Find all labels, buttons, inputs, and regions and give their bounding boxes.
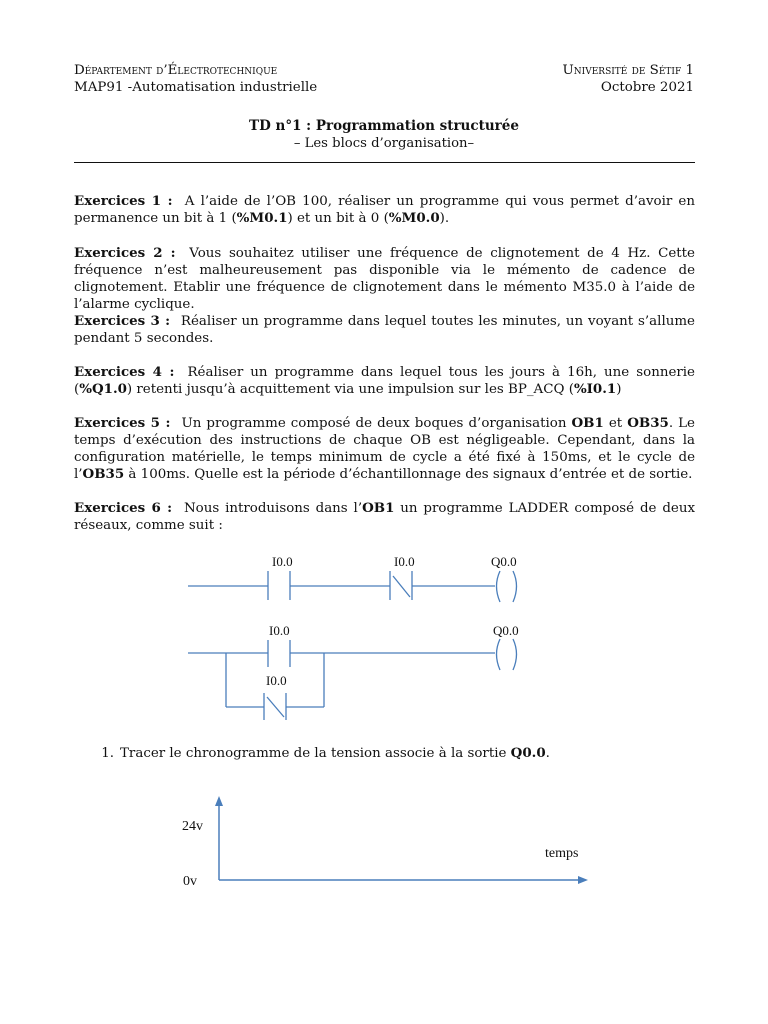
exercise-text: ) et un bit à 0 ( [287,211,389,226]
exercise-text: Nous introduisons dans l’ [183,501,363,516]
exercise-text: Réaliser un programme dans lequel toutes les minutes, un voyant s’allume pendant 5 secondes. [74,314,695,346]
block-ob1: OB1 [571,415,604,431]
address-m01: %M0.1 [236,210,288,226]
exercise-text: ) retenti jusqu’à acquittement via une impulsion sur les BP_ACQ ( [126,382,574,397]
question-number: 1. [101,746,114,761]
question-text: . [545,746,550,761]
x-axis-arrow-icon [578,876,588,884]
contact-label: I0.0 [269,623,290,638]
exercise-label: Exercices 4 : [74,364,175,380]
exercise-text: A l’aide de l’OB 100, réaliser un programme qui vous permet d’avoir en permanence un bit à 1 ( [74,194,695,226]
exercise-text: à 100ms. Quelle est la période d’échantillonnage des signaux d’entrée et de sortie. [124,467,693,482]
exercise-label: Exercices 2 : [74,245,176,261]
block-ob1: OB1 [362,500,395,516]
coil-label: Q0.0 [491,554,517,569]
x-axis-label: temps [545,846,579,861]
exercise-text: ). [439,211,450,226]
contact-label: I0.0 [394,554,415,569]
exercise-text: Vous souhaitez utiliser une fréquence de clignotement de 4 Hz. Cette fréquence n’est malheureusement pas disponible via le mémento de cadence de clignotement. Etablir une fréquence de clignotement dans le mémento M35.0 à l’aide de l’alarme cyclique. [74,246,695,312]
page-title: TD n°1 : Programmation structurée [249,118,519,134]
coil-label: Q0.0 [493,623,519,638]
page-subtitle: – Les blocs d’organisation– [293,136,475,151]
course-name: MAP91 -Automatisation industrielle [74,80,318,95]
contact-label: I0.0 [272,554,293,569]
document-date: Octobre 2021 [600,80,694,95]
y-zero-label: 0v [183,874,197,889]
address-q10: %Q1.0 [79,381,127,397]
block-ob35: OB35 [627,415,669,431]
exercise-text: . Le temps d’exécution des instructions de chaque OB est négligeable. Cependant, dans la configuration matérielle, le temps minimum de cycle a été fixé à 150ms, et le cycle de l’ [74,416,695,482]
block-ob35: OB35 [82,466,125,482]
exercise-label: Exercices 5 : [74,415,171,431]
exercise-label: Exercices 1 : [74,193,173,209]
exercise-label: Exercices 3 : [74,313,171,329]
exercise-text: ) [616,382,622,397]
exercise-label: Exercices 6 : [74,500,173,516]
exercise-text: un programme LADDER composé de deux réseaux, comme suit : [74,501,695,533]
exercise-text: et [603,416,628,431]
y-axis-arrow-icon [215,796,223,806]
question-text: Tracer le chronogramme de la tension associe à la sortie [120,746,511,761]
department-name: Département d’Électrotechnique [74,63,278,78]
contact-label: I0.0 [266,673,287,688]
address-m00: %M0.0 [388,210,440,226]
university-name: Université de Sétif 1 [562,63,694,78]
output-q00: Q0.0 [510,745,546,761]
address-i01: %I0.1 [573,381,617,397]
y-high-label: 24v [182,819,203,834]
exercise-text: Réaliser un programme dans lequel tous les jours à 16h, une sonnerie ( [74,365,695,397]
exercise-text: Un programme composé de deux boques d’organisation [181,416,572,431]
